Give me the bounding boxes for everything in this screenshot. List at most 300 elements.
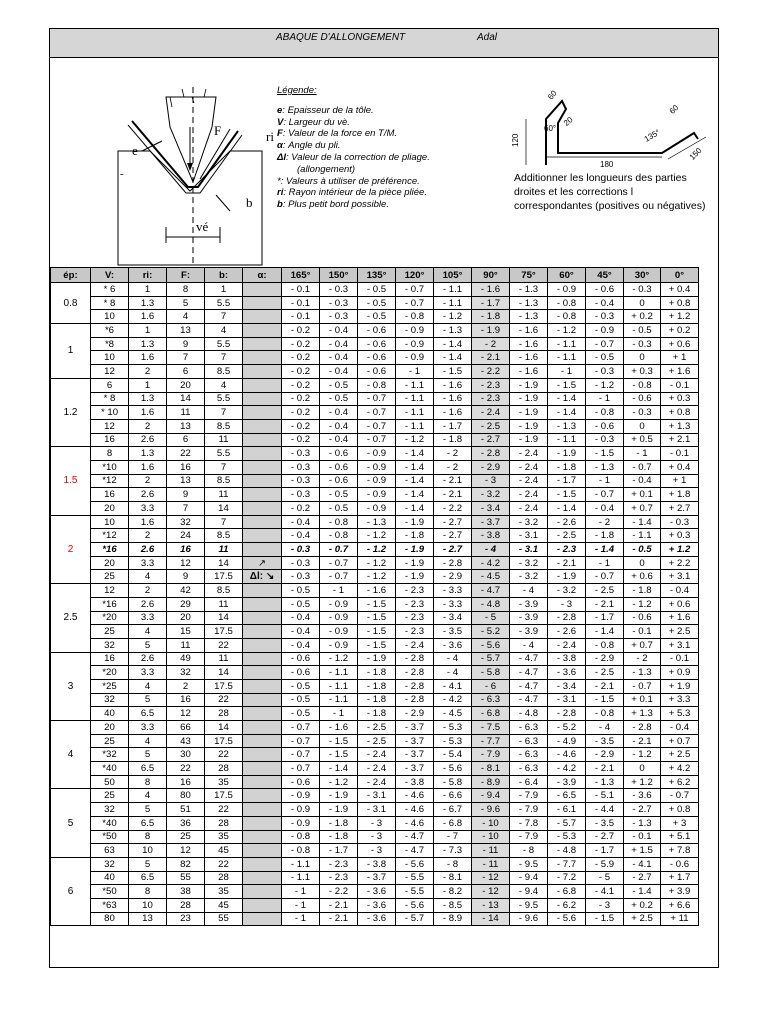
table-cell: 9 xyxy=(167,570,205,584)
table-cell: - 0.4 xyxy=(282,638,320,652)
alpha-cell xyxy=(243,775,282,789)
alpha-cell xyxy=(243,392,282,406)
table-cell: - 1.9 xyxy=(510,378,548,392)
table-cell: 17.5 xyxy=(205,734,243,748)
table-cell: 20 xyxy=(167,611,205,625)
table-cell: 2 xyxy=(129,419,167,433)
table-cell: - 1.9 xyxy=(396,556,434,570)
table-cell: - 0.8 xyxy=(586,406,624,420)
table-cell: - 4.5 xyxy=(434,707,472,721)
table-cell: *50 xyxy=(91,885,129,899)
table-cell: 12 xyxy=(167,556,205,570)
table-cell: 5.5 xyxy=(205,392,243,406)
table-cell: 43 xyxy=(167,734,205,748)
legend xyxy=(277,85,430,211)
table-cell: - 7.5 xyxy=(472,721,510,735)
table-cell: 2 xyxy=(129,365,167,379)
table-row xyxy=(51,529,699,543)
table-cell: 22 xyxy=(167,447,205,461)
alpha-cell xyxy=(243,584,282,598)
table-cell: - 0.3 xyxy=(624,283,661,297)
table-cell: 16 xyxy=(167,775,205,789)
table-cell: - 1.3 xyxy=(586,460,624,474)
table-cell: 30 xyxy=(167,748,205,762)
table-cell: 32 xyxy=(91,803,129,817)
table-cell: 45 xyxy=(205,844,243,858)
table-cell: - 0.1 xyxy=(624,830,661,844)
table-cell: 16 xyxy=(91,652,129,666)
table-cell: - 6.2 xyxy=(548,898,586,912)
table-cell: - 2.6 xyxy=(548,625,586,639)
table-cell: + 3 xyxy=(661,816,699,830)
table-cell: - 5.6 xyxy=(548,912,586,926)
table-cell: + 2.5 xyxy=(661,625,699,639)
table-cell: + 3.3 xyxy=(661,693,699,707)
table-cell: - 4.5 xyxy=(472,570,510,584)
table-cell: 3.3 xyxy=(129,666,167,680)
table-cell: 16 xyxy=(167,543,205,557)
table-cell: + 0.4 xyxy=(661,460,699,474)
table-cell: - 3.4 xyxy=(434,611,472,625)
table-cell: - 1.6 xyxy=(434,392,472,406)
table-cell: - 2.8 xyxy=(624,721,661,735)
table-row xyxy=(51,378,699,392)
table-cell: 2.6 xyxy=(129,652,167,666)
table-cell: - 1.8 xyxy=(548,460,586,474)
table-cell: - 0.9 xyxy=(282,816,320,830)
table-cell: 14 xyxy=(205,666,243,680)
table-cell: 8.5 xyxy=(205,365,243,379)
sheet-part xyxy=(132,121,238,187)
table-cell: + 0.6 xyxy=(661,337,699,351)
table-cell: - 6.3 xyxy=(510,748,548,762)
table-row xyxy=(51,816,699,830)
table-cell: - 0.9 xyxy=(282,789,320,803)
table-cell: 1 xyxy=(129,378,167,392)
table-cell: *10 xyxy=(91,460,129,474)
table-cell: - 4.1 xyxy=(586,885,624,899)
alpha-cell xyxy=(243,283,282,297)
table-cell: - 5.3 xyxy=(434,721,472,735)
table-cell: + 2.2 xyxy=(661,556,699,570)
table-cell: * 8 xyxy=(91,296,129,310)
alpha-cell xyxy=(243,433,282,447)
table-cell: 28 xyxy=(205,707,243,721)
table-cell: - 2.8 xyxy=(396,652,434,666)
table-cell: - 1.5 xyxy=(548,488,586,502)
table-cell: - 1.5 xyxy=(586,912,624,926)
table-cell: - 12 xyxy=(472,871,510,885)
table-cell: - 2.7 xyxy=(434,543,472,557)
table-cell: 5 xyxy=(129,638,167,652)
table-cell: - 0.8 xyxy=(548,296,586,310)
table-cell: - 1.5 xyxy=(320,748,358,762)
table-cell: 8 xyxy=(91,447,129,461)
table-cell: - 0.1 xyxy=(661,378,699,392)
table-cell: - 0.9 xyxy=(548,283,586,297)
table-cell: 49 xyxy=(167,652,205,666)
legend-item: *: Valeurs à utiliser de préférence. xyxy=(277,175,420,187)
table-cell: - 1.2 xyxy=(586,378,624,392)
table-cell: - 1.9 xyxy=(396,570,434,584)
alpha-cell xyxy=(243,488,282,502)
dim-label: 60° xyxy=(544,124,557,133)
table-cell: - 0.4 xyxy=(624,474,661,488)
table-cell: 15 xyxy=(167,625,205,639)
table-cell: - 1.9 xyxy=(510,433,548,447)
table-cell: + 11 xyxy=(661,912,699,926)
alpha-cell xyxy=(243,652,282,666)
column-header: 0° xyxy=(661,268,699,283)
table-cell: - 1.4 xyxy=(624,515,661,529)
table-cell: - 2.4 xyxy=(510,488,548,502)
table-cell: - 2.3 xyxy=(396,625,434,639)
table-cell: - 3.8 xyxy=(358,857,396,871)
table-cell: 36 xyxy=(167,816,205,830)
table-cell: - 0.8 xyxy=(624,378,661,392)
table-row xyxy=(51,762,699,776)
table-cell: - 1.8 xyxy=(434,433,472,447)
table-cell: - 0.7 xyxy=(282,721,320,735)
table-cell: - 10 xyxy=(472,816,510,830)
table-cell: - 5.9 xyxy=(586,857,624,871)
table-cell: 0 xyxy=(624,762,661,776)
table-cell: - 11 xyxy=(472,857,510,871)
thickness-cell: 5 xyxy=(51,789,91,857)
table-cell: 5 xyxy=(129,857,167,871)
legend-title: Légende: xyxy=(277,85,317,96)
table-cell: 1.3 xyxy=(129,392,167,406)
alpha-cell xyxy=(243,693,282,707)
table-row xyxy=(51,310,699,324)
table-cell: - 1.4 xyxy=(396,488,434,502)
table-cell: + 0.9 xyxy=(661,666,699,680)
column-header: 30° xyxy=(624,268,661,283)
table-cell: - 1.6 xyxy=(510,365,548,379)
table-cell: - 1.9 xyxy=(396,515,434,529)
table-cell: - 2.5 xyxy=(358,721,396,735)
table-cell: - 4.6 xyxy=(396,803,434,817)
table-cell: - 0.7 xyxy=(282,734,320,748)
table-cell: - 4 xyxy=(434,666,472,680)
table-cell: - 0.3 xyxy=(320,283,358,297)
table-cell: *40 xyxy=(91,762,129,776)
table-cell: 22 xyxy=(205,638,243,652)
table-cell: 11 xyxy=(205,652,243,666)
table-cell: - 3.7 xyxy=(396,721,434,735)
table-cell: 80 xyxy=(91,912,129,926)
table-cell: - 1.7 xyxy=(548,474,586,488)
table-cell: - 2.2 xyxy=(320,885,358,899)
table-cell: - 0.2 xyxy=(282,433,320,447)
table-cell: - 1.3 xyxy=(586,775,624,789)
table-cell: 11 xyxy=(205,433,243,447)
table-cell: - 0.7 xyxy=(396,283,434,297)
label-ve: vé xyxy=(196,219,209,234)
table-cell: - 2.8 xyxy=(548,611,586,625)
table-cell: 4 xyxy=(129,570,167,584)
table-cell: - 0.3 xyxy=(282,488,320,502)
table-cell: - 0.7 xyxy=(358,392,396,406)
table-cell: - 0.9 xyxy=(358,460,396,474)
alpha-cell: Δl: ↘ xyxy=(243,570,282,584)
table-row xyxy=(51,885,699,899)
table-cell: 16 xyxy=(167,693,205,707)
table-cell: - 2.8 xyxy=(434,556,472,570)
table-cell: 8.5 xyxy=(205,474,243,488)
table-cell: - 0.4 xyxy=(586,296,624,310)
table-cell: 7 xyxy=(205,460,243,474)
table-cell: 22 xyxy=(205,803,243,817)
column-header: 135° xyxy=(358,268,396,283)
table-cell: - 2.4 xyxy=(510,460,548,474)
table-cell: * 10 xyxy=(91,406,129,420)
table-cell: - 1.6 xyxy=(434,378,472,392)
table-cell: - 2.9 xyxy=(396,707,434,721)
table-cell: 13 xyxy=(167,474,205,488)
table-cell: - 0.9 xyxy=(396,324,434,338)
table-cell: 2 xyxy=(129,529,167,543)
dim-label: 60 xyxy=(546,88,559,102)
table-cell: - 1 xyxy=(548,365,586,379)
table-cell: - 8 xyxy=(510,844,548,858)
table-cell: - 1.8 xyxy=(472,310,510,324)
table-cell: 17.5 xyxy=(205,789,243,803)
table-cell: 7 xyxy=(205,515,243,529)
table-cell: - 6.3 xyxy=(472,693,510,707)
table-cell: - 1.4 xyxy=(548,406,586,420)
table-cell: - 4.6 xyxy=(396,816,434,830)
table-cell: + 1.2 xyxy=(661,310,699,324)
thickness-cell: 1.5 xyxy=(51,447,91,515)
table-row xyxy=(51,693,699,707)
table-cell: 4 xyxy=(129,679,167,693)
table-cell: 42 xyxy=(167,584,205,598)
table-cell: - 2.4 xyxy=(472,406,510,420)
table-cell: 8 xyxy=(129,830,167,844)
table-cell: - 3.5 xyxy=(586,816,624,830)
table-cell: - 0.3 xyxy=(282,556,320,570)
legend-item: α: Angle du pli. xyxy=(277,140,341,152)
table-row xyxy=(51,679,699,693)
table-cell: - 1 xyxy=(586,556,624,570)
table-cell: - 0.5 xyxy=(282,597,320,611)
table-row xyxy=(51,460,699,474)
table-cell: - 2.7 xyxy=(472,433,510,447)
table-cell: - 0.2 xyxy=(282,351,320,365)
table-cell: - 3 xyxy=(358,830,396,844)
table-row xyxy=(51,584,699,598)
table-cell: 3.3 xyxy=(129,721,167,735)
dim-label: 150 xyxy=(687,146,704,162)
table-cell: - 3.6 xyxy=(624,789,661,803)
column-header: 150° xyxy=(320,268,358,283)
table-cell: - 1.5 xyxy=(586,693,624,707)
alpha-cell xyxy=(243,597,282,611)
table-row xyxy=(51,748,699,762)
alpha-cell xyxy=(243,502,282,516)
table-cell: 32 xyxy=(91,638,129,652)
table-cell: - 1.1 xyxy=(320,679,358,693)
legend-item: b: Plus petit bord possible. xyxy=(277,199,389,211)
table-cell: - 6.8 xyxy=(548,885,586,899)
table-cell: + 0.4 xyxy=(661,283,699,297)
alpha-cell xyxy=(243,762,282,776)
table-cell: - 6.3 xyxy=(510,721,548,735)
table-cell: 2 xyxy=(129,474,167,488)
table-cell: 8 xyxy=(129,775,167,789)
table-cell: - 0.8 xyxy=(586,707,624,721)
table-cell: - 1.9 xyxy=(510,392,548,406)
table-cell: - 0.8 xyxy=(358,378,396,392)
table-cell: - 5.5 xyxy=(396,871,434,885)
table-cell: 1 xyxy=(129,324,167,338)
table-cell: - 5.1 xyxy=(586,789,624,803)
label-F: F xyxy=(214,123,222,138)
table-cell: + 1.8 xyxy=(661,488,699,502)
table-cell: 10 xyxy=(91,515,129,529)
table-cell: + 0.8 xyxy=(661,803,699,817)
table-cell: - 7.8 xyxy=(510,816,548,830)
table-cell: - 2.1 xyxy=(472,351,510,365)
table-cell: - 5.4 xyxy=(434,748,472,762)
table-cell: - 2.4 xyxy=(510,474,548,488)
table-cell: - 14 xyxy=(472,912,510,926)
table-cell: - 0.6 xyxy=(586,283,624,297)
table-cell: - 1.1 xyxy=(320,693,358,707)
table-cell: *20 xyxy=(91,666,129,680)
table-cell: - 0.6 xyxy=(624,611,661,625)
table-cell: - 0.5 xyxy=(624,543,661,557)
table-cell: 14 xyxy=(167,392,205,406)
table-cell: + 0.6 xyxy=(624,570,661,584)
table-cell: 10 xyxy=(129,844,167,858)
table-cell: - 2.5 xyxy=(548,529,586,543)
table-cell: 2.6 xyxy=(129,543,167,557)
column-header: 105° xyxy=(434,268,472,283)
table-cell: - 8.2 xyxy=(434,885,472,899)
table-cell: - 1.1 xyxy=(434,283,472,297)
table-cell: - 0.3 xyxy=(320,310,358,324)
alpha-cell xyxy=(243,529,282,543)
table-cell: - 4.8 xyxy=(548,844,586,858)
abaque-sheet xyxy=(49,28,719,968)
table-header-row xyxy=(51,268,699,283)
alpha-cell xyxy=(243,721,282,735)
table-cell: - 8.5 xyxy=(434,898,472,912)
table-cell: - 2.9 xyxy=(434,570,472,584)
table-cell: - 3.1 xyxy=(510,529,548,543)
table-cell: - 1.5 xyxy=(548,378,586,392)
profile-diagram xyxy=(496,89,712,167)
table-cell: - 0.9 xyxy=(396,337,434,351)
table-cell: 63 xyxy=(91,844,129,858)
table-row xyxy=(51,556,699,570)
table-cell: - 0.6 xyxy=(320,447,358,461)
table-cell: - 0.9 xyxy=(320,625,358,639)
table-row xyxy=(51,898,699,912)
table-cell: 1 xyxy=(205,283,243,297)
table-cell: - 0.2 xyxy=(282,337,320,351)
alpha-cell xyxy=(243,885,282,899)
alpha-cell xyxy=(243,419,282,433)
table-cell: - 2.2 xyxy=(434,502,472,516)
table-cell: 28 xyxy=(205,816,243,830)
table-cell: - 3.5 xyxy=(586,734,624,748)
table-cell: - 0.2 xyxy=(282,419,320,433)
table-cell: - 2.5 xyxy=(586,584,624,598)
table-cell: - 1.8 xyxy=(396,529,434,543)
table-cell: - 0.6 xyxy=(320,460,358,474)
page-title: ABAQUE D'ALLONGEMENT xyxy=(276,32,406,43)
table-cell: - 0.9 xyxy=(358,474,396,488)
table-cell: - 0.6 xyxy=(358,365,396,379)
table-cell: - 1.1 xyxy=(282,857,320,871)
instruction-note: Additionner les longueurs des parties droites et les corrections l correspondantes (positives ou négatives) xyxy=(514,172,706,212)
table-cell: - 4.1 xyxy=(434,679,472,693)
table-cell: - 0.4 xyxy=(282,515,320,529)
table-cell: 10 xyxy=(129,898,167,912)
table-cell: 3.3 xyxy=(129,502,167,516)
table-cell: - 0.6 xyxy=(661,857,699,871)
table-cell: 5.5 xyxy=(205,337,243,351)
table-cell: 1.6 xyxy=(129,460,167,474)
table-cell: 2.6 xyxy=(129,488,167,502)
table-row xyxy=(51,721,699,735)
table-cell: - 9.4 xyxy=(510,871,548,885)
table-cell: - 1.9 xyxy=(548,570,586,584)
table-cell: - 1.9 xyxy=(320,789,358,803)
table-cell: - 2.1 xyxy=(586,679,624,693)
table-body xyxy=(51,283,699,926)
table-cell: - 0.4 xyxy=(661,584,699,598)
table-cell: - 1.6 xyxy=(358,584,396,598)
table-cell: - 1.7 xyxy=(472,296,510,310)
table-row xyxy=(51,857,699,871)
alpha-cell xyxy=(243,296,282,310)
table-cell: - 1.1 xyxy=(396,392,434,406)
table-cell: - 1.2 xyxy=(624,748,661,762)
dim-label: 135° xyxy=(642,127,662,144)
alpha-cell xyxy=(243,912,282,926)
table-cell: - 1.8 xyxy=(586,529,624,543)
table-cell: 22 xyxy=(205,748,243,762)
table-cell: - 3.7 xyxy=(396,762,434,776)
table-cell: 8.5 xyxy=(205,419,243,433)
label-ri: ri xyxy=(266,129,274,144)
table-cell: 6.5 xyxy=(129,871,167,885)
alpha-cell xyxy=(243,748,282,762)
alpha-cell xyxy=(243,515,282,529)
table-cell: - 3 xyxy=(586,898,624,912)
table-cell: - 1.9 xyxy=(510,406,548,420)
table-cell: 7 xyxy=(205,310,243,324)
table-cell: 7 xyxy=(205,406,243,420)
table-cell: 20 xyxy=(91,556,129,570)
table-cell: - 4.7 xyxy=(472,584,510,598)
table-cell: - 2.5 xyxy=(586,666,624,680)
table-cell: 11 xyxy=(205,488,243,502)
table-cell: - 2.3 xyxy=(396,597,434,611)
table-cell: - 7.3 xyxy=(434,844,472,858)
table-cell: - 5.2 xyxy=(472,625,510,639)
table-cell: - 6.6 xyxy=(434,789,472,803)
table-cell: - 4.2 xyxy=(472,556,510,570)
table-cell: 0 xyxy=(624,419,661,433)
table-cell: - 0.3 xyxy=(586,310,624,324)
table-cell: - 3 xyxy=(472,474,510,488)
table-cell: 20 xyxy=(91,502,129,516)
